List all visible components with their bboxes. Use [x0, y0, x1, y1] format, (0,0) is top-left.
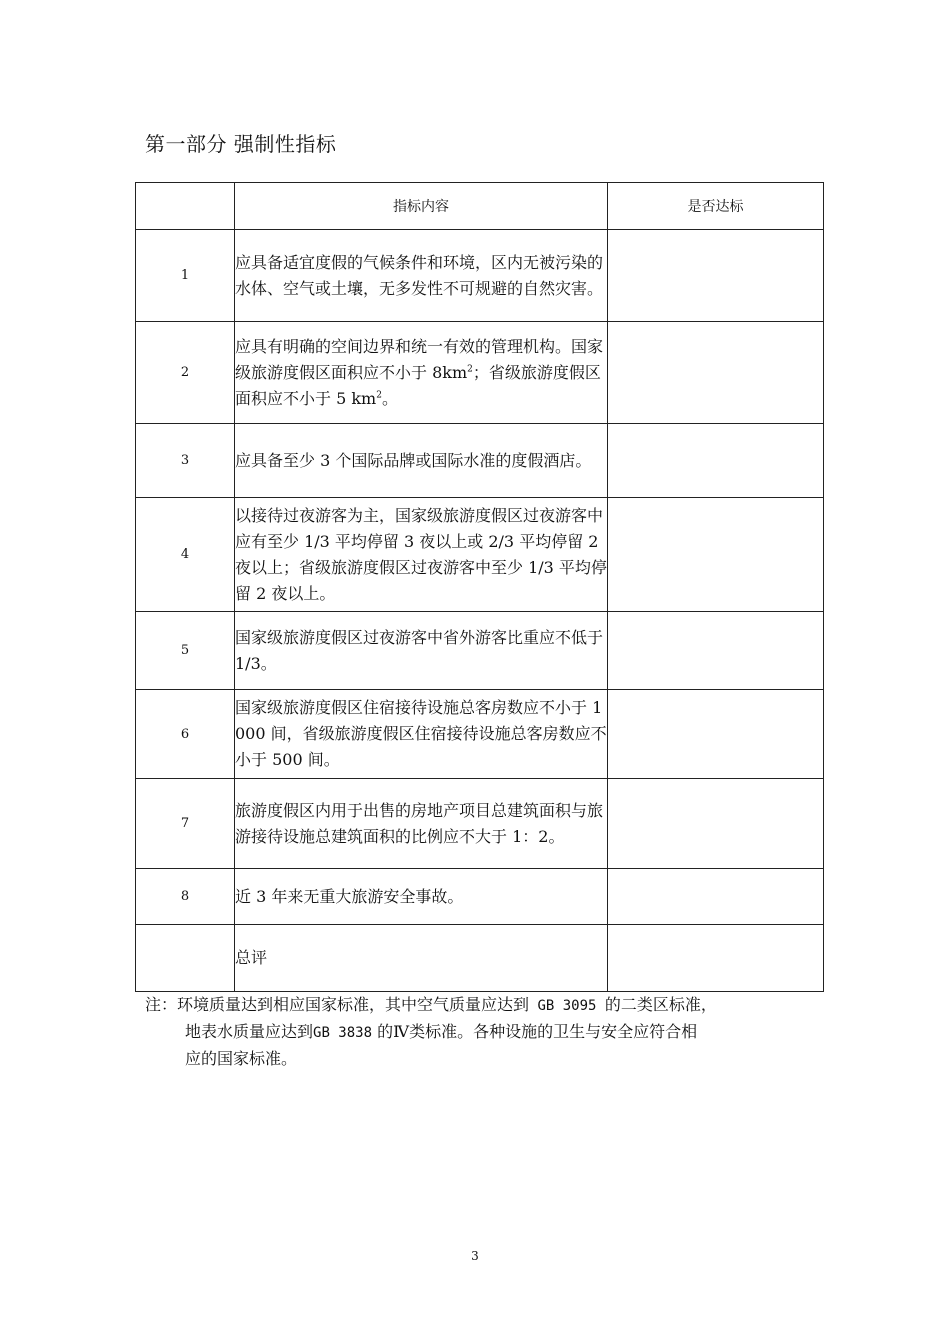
row-status	[608, 498, 824, 612]
row-content: 应具备适宜度假的气候条件和环境，区内无被污染的水体、空气或土壤，无多发性不可规避的自然灾害。	[235, 230, 608, 322]
header-status: 是否达标	[608, 183, 824, 230]
table-row	[136, 690, 824, 779]
table-row	[136, 612, 824, 690]
header-content: 指标内容	[235, 183, 608, 230]
header-number	[136, 183, 235, 230]
row-content: 近 3 年来无重大旅游安全事故。	[235, 869, 608, 925]
row-content: 以接待过夜游客为主，国家级旅游度假区过夜游客中应有至少 1/3 平均停留 3 夜以上或 2/3 平均停留 2 夜以上；省级旅游度假区过夜游客中至少 1/3 平均停留 2 夜以上。	[235, 498, 608, 612]
row-content: 旅游度假区内用于出售的房地产项目总建筑面积与旅游接待设施总建筑面积的比例应不大于 1：2。	[235, 779, 608, 869]
row-status	[608, 925, 824, 992]
table-row	[136, 322, 824, 424]
row-status	[608, 424, 824, 498]
table-row	[136, 230, 824, 322]
row-status	[608, 779, 824, 869]
footnote-line: 应的国家标准。	[185, 1049, 298, 1068]
row-status	[608, 869, 824, 925]
row-content: 应具有明确的空间边界和统一有效的管理机构。国家级旅游度假区面积应不小于 $8km^2$；省级旅游度假区面积应不小于 5 $km^2$。	[235, 322, 608, 424]
footnote-line: 注：环境质量达到相应国家标准，其中空气质量应达到 GB 3095 的二类区标准，	[145, 995, 717, 1014]
table-row	[136, 779, 824, 869]
table-row	[136, 869, 824, 925]
summary-label: 总评	[235, 925, 608, 992]
row-status	[608, 322, 824, 424]
table-row-summary	[136, 925, 824, 992]
row-number: 6	[136, 690, 235, 779]
section-heading: 第一部分 强制性指标	[145, 132, 337, 156]
row-content: 国家级旅游度假区住宿接待设施总客房数应不小于 1000 间，省级旅游度假区住宿接待设施总客房数应不小于 500 间。	[235, 690, 608, 779]
row-number: 7	[136, 779, 235, 869]
row-number: 4	[136, 498, 235, 612]
table-row	[136, 424, 824, 498]
row-status	[608, 230, 824, 322]
table-row	[136, 498, 824, 612]
criteria-table	[135, 182, 824, 992]
row-content: 应具备至少 3 个国际品牌或国际水准的度假酒店。	[235, 424, 608, 498]
row-number: 2	[136, 322, 235, 424]
row-number: 1	[136, 230, 235, 322]
row-status	[608, 612, 824, 690]
row-number: 5	[136, 612, 235, 690]
footnote	[145, 992, 825, 1071]
row-number: 8	[136, 869, 235, 925]
row-content: 国家级旅游度假区过夜游客中省外游客比重应不低于 1/3。	[235, 612, 608, 690]
table-header-row	[136, 183, 824, 230]
row-number: 3	[136, 424, 235, 498]
row-number	[136, 925, 235, 992]
row-status	[608, 690, 824, 779]
footnote-line: 地表水质量应达到GB 3838 的Ⅳ类标准。各种设施的卫生与安全应符合相	[185, 1022, 698, 1041]
page-number: 3	[471, 1249, 479, 1263]
